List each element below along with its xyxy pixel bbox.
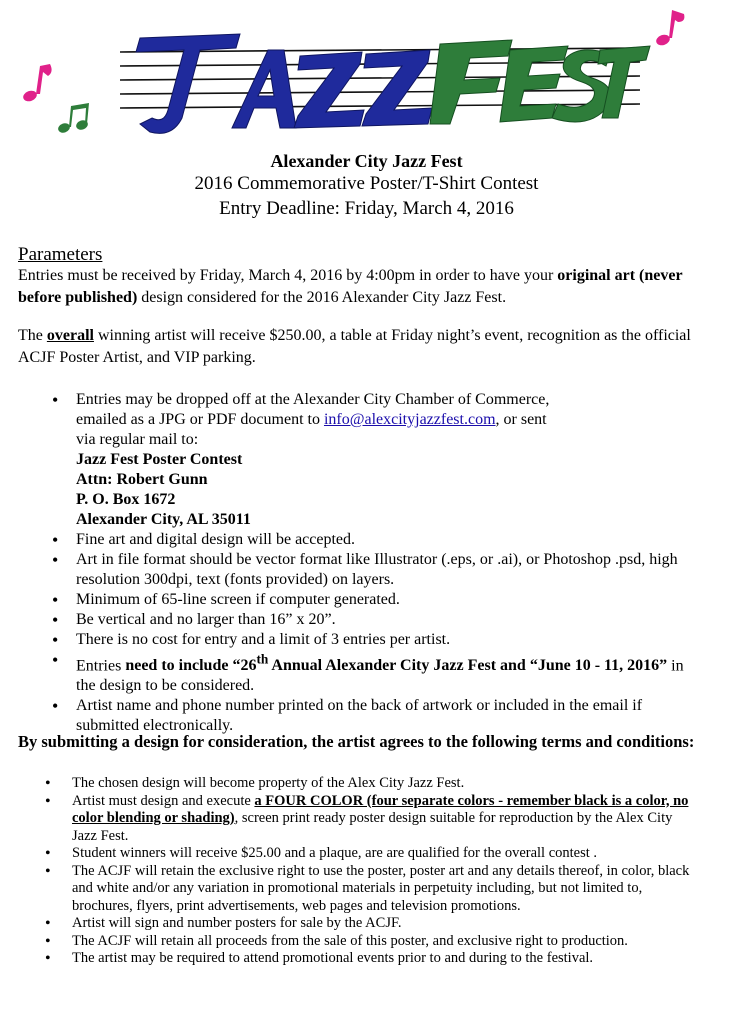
text-run: via regular mail to: [76, 431, 199, 448]
list-item: • The ACJF will retain the exclusive right to use the poster, poster art and any details thereof, in color, black and white and/or any variation in promotional materials in perpetuity including, but not limited to, brochures, flyers, print advertisements, web pages and television promotions. [72, 863, 698, 916]
page-title: Alexander City Jazz Fest [270, 151, 463, 171]
entry-rules-list [76, 390, 706, 736]
emphasis-text: need to include “26 [125, 657, 257, 675]
mailing-address-line: Attn: Robert Gunn [76, 471, 208, 488]
parameters-paragraph-2 [18, 325, 708, 369]
text-run: Entries [76, 657, 126, 675]
list-item [76, 390, 706, 530]
list-item: • The artist may be required to attend promotional events prior to and during to the festival. [72, 950, 698, 968]
mailing-address-line: Jazz Fest Poster Contest [76, 451, 243, 468]
email-link[interactable]: info@alexcityjazzfest.com [323, 411, 496, 428]
list-item: • Artist name and phone number printed on the back of artwork or included in the email if submitted electronically. [76, 696, 706, 736]
list-item: • Be vertical and no larger than 16” x 20”. [76, 610, 706, 630]
jazzfest-logo [0, 0, 733, 150]
text-run: Entries must be received by Friday, March 4, 2016 by 4:00pm in order to have your [18, 267, 558, 284]
list-item: • Student winners will receive $25.00 and a plaque, are are qualified for the overall contest . [72, 845, 698, 863]
list-item: • There is no cost for entry and a limit of 3 entries per artist. [76, 630, 706, 650]
list-item: • Artist will sign and number posters for sale by the ACJF. [72, 915, 698, 933]
list-item: • Fine art and digital design will be accepted. [76, 530, 706, 550]
emphasis-text: a FOUR COLOR (four separate colors - remember black is a color, no color blending or shading) [72, 792, 689, 826]
emphasis-text: overall [46, 327, 94, 344]
text-run: Artist must design and execute [72, 792, 255, 809]
entry-deadline: Entry Deadline: Friday, March 4, 2016 [219, 198, 514, 219]
text-run: The [18, 327, 47, 344]
list-item: • The ACJF will retain all proceeds from the sale of this poster, and exclusive right to production. [72, 933, 698, 951]
list-item: • Art in file format should be vector format like Illustrator (.eps, or .ai), or Photoshop .psd, high resolution 300dpi, text (fonts provided) on layers. [76, 550, 706, 590]
text-run: design considered for the 2016 Alexander City Jazz Fest. [137, 289, 507, 306]
music-note-icon [57, 103, 89, 134]
text-run: , screen print ready poster design suitable for reproduction by the Alex City Jazz Fest. [72, 810, 673, 844]
terms-list [72, 775, 698, 968]
emphasis-text: original art (never before published) [18, 267, 683, 306]
mailing-address-line: Alexander City, AL 35011 [76, 511, 251, 528]
text-run: Entries may be dropped off at the Alexander City Chamber of Commerce, [76, 391, 550, 408]
superscript: th [256, 652, 269, 667]
list-item: • Minimum of 65-line screen if computer generated. [76, 590, 706, 610]
page-subtitle: 2016 Commemorative Poster/T-Shirt Contest [194, 173, 539, 194]
text-run: emailed as a JPG or PDF document to [76, 411, 324, 428]
text-run: winning artist will receive $250.00, a table at Friday night’s event, recognition as the official ACJF Poster Artist, and VIP parking. [18, 327, 691, 366]
list-item [72, 793, 698, 846]
list-item: • The chosen design will become property of the Alex City Jazz Fest. [72, 775, 698, 793]
list-item [76, 650, 706, 696]
music-note-icon [22, 64, 52, 103]
music-note-icon [655, 10, 685, 47]
mailing-address-line: P. O. Box 1672 [76, 491, 176, 508]
text-run: in the design to be considered. [76, 657, 684, 695]
text-run: , or sent [495, 411, 547, 428]
parameters-paragraph-1 [18, 265, 708, 309]
emphasis-text: Annual Alexander City Jazz Fest and “June 10 - 11, 2016” [268, 657, 668, 675]
parameters-heading: Parameters [18, 244, 103, 265]
terms-heading: By submitting a design for consideration, the artist agrees to the following terms and conditions: [18, 732, 695, 751]
